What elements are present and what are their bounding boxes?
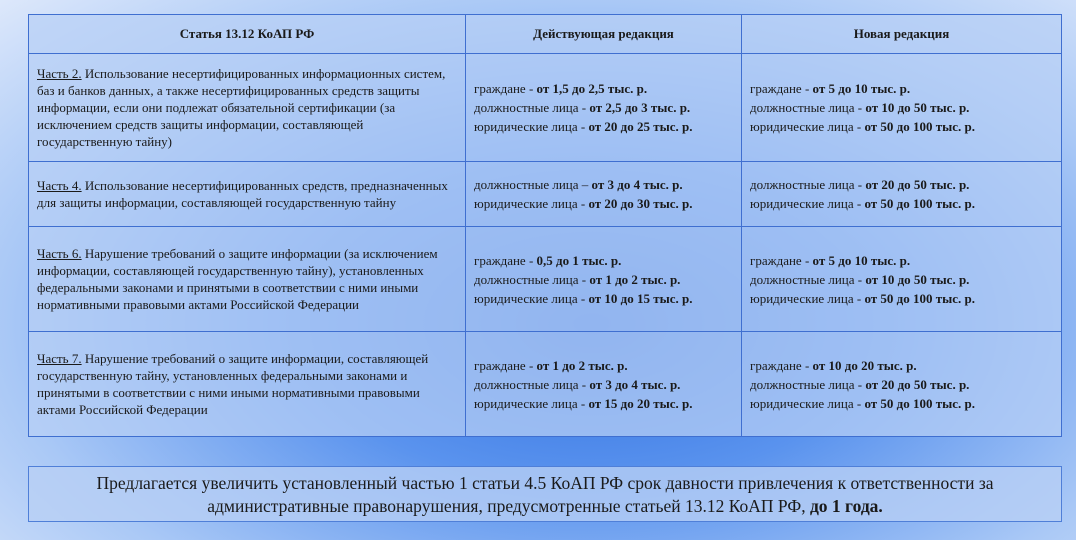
part-label: Часть 2. [37, 66, 82, 81]
current-fines-cell [466, 332, 742, 437]
fine-line: граждане - от 10 до 20 тыс. р. [750, 357, 917, 373]
table-row [29, 162, 1062, 227]
article-part-cell [29, 162, 466, 227]
part-description: Использование несертифицированных средств, предназначенных для защиты информации, составляющей государственную тайну [37, 178, 448, 210]
new-fines-cell [742, 227, 1062, 332]
proposal-note-emphasis: до 1 года. [809, 496, 883, 516]
new-fines-cell [742, 54, 1062, 162]
fine-line: должностные лица - от 3 до 4 тыс. р. [474, 376, 681, 392]
fine-line: юридические лица - от 15 до 20 тыс. р. [474, 395, 693, 411]
header-new-edition: Новая редакция [742, 15, 1062, 54]
part-label: Часть 6. [37, 246, 82, 261]
article-part-cell [29, 332, 466, 437]
current-fines-cell [466, 162, 742, 227]
fine-line: юридические лица - от 20 до 30 тыс. р. [474, 196, 693, 211]
table-row [29, 332, 1062, 437]
part-label: Часть 4. [37, 178, 82, 193]
fine-line: граждане - от 5 до 10 тыс. р. [750, 252, 911, 268]
fine-line: юридические лица - от 20 до 25 тыс. р. [474, 119, 693, 134]
fine-line: должностные лица - от 10 до 50 тыс. р. [750, 271, 970, 287]
fine-line: юридические лица - от 10 до 15 тыс. р. [474, 290, 693, 306]
fine-line: юридические лица - от 50 до 100 тыс. р. [750, 196, 976, 211]
current-fines-cell [466, 54, 742, 162]
fine-line: юридические лица - от 50 до 100 тыс. р. [750, 290, 976, 306]
fine-line: граждане - от 5 до 10 тыс. р. [750, 81, 911, 96]
fine-line: граждане - от 1,5 до 2,5 тыс. р. [474, 81, 648, 96]
fine-line: юридические лица - от 50 до 100 тыс. р. [750, 119, 976, 134]
table-row [29, 227, 1062, 332]
header-current-edition: Действующая редакция [466, 15, 742, 54]
current-fines-cell [466, 227, 742, 332]
penalty-comparison-table [28, 14, 1062, 437]
article-part-cell [29, 54, 466, 162]
fine-line: должностные лица - от 20 до 50 тыс. р. [750, 376, 970, 392]
proposal-note [28, 466, 1062, 522]
fine-line: должностные лица - от 10 до 50 тыс. р. [750, 100, 970, 115]
fine-line: должностные лица – от 3 до 4 тыс. р. [474, 177, 683, 192]
fine-line: должностные лица - от 20 до 50 тыс. р. [750, 177, 970, 192]
new-fines-cell [742, 332, 1062, 437]
part-description: Нарушение требований о защите информации, составляющей государственную тайну, установленных федеральными законами и принятыми в соответствии с ними иными нормативными правовыми актами Российской Федерации [37, 351, 429, 417]
fine-line: граждане - 0,5 до 1 тыс. р. [474, 252, 622, 268]
table-header-row [29, 15, 1062, 54]
article-part-cell [29, 227, 466, 332]
fine-line: юридические лица - от 50 до 100 тыс. р. [750, 395, 976, 411]
fine-line: должностные лица - от 2,5 до 3 тыс. р. [474, 100, 691, 115]
table-row [29, 54, 1062, 162]
proposal-note-text: Предлагается увеличить установленный частью 1 статьи 4.5 КоАП РФ срок давности привлечения к ответственности за административные правонарушения, предусмотренные статьей 13.12 КоАП РФ, [96, 473, 994, 516]
new-fines-cell [742, 162, 1062, 227]
part-description: Использование несертифицированных информационных систем, баз и банков данных, а также несертифицированных средств защиты информации, если они подлежат обязательной сертификации (за исключением средств защиты информации, составляющей государственную тайну) [37, 66, 446, 149]
fine-line: должностные лица - от 1 до 2 тыс. р. [474, 271, 681, 287]
part-label: Часть 7. [37, 351, 82, 366]
header-article: Статья 13.12 КоАП РФ [29, 15, 466, 54]
fine-line: граждане - от 1 до 2 тыс. р. [474, 357, 628, 373]
part-description: Нарушение требований о защите информации (за исключением информации, составляющей государственную тайну), установленных федеральными законами и принятыми в соответствии с ними иными нормативными правовыми актами Российской Федерации [37, 246, 438, 312]
